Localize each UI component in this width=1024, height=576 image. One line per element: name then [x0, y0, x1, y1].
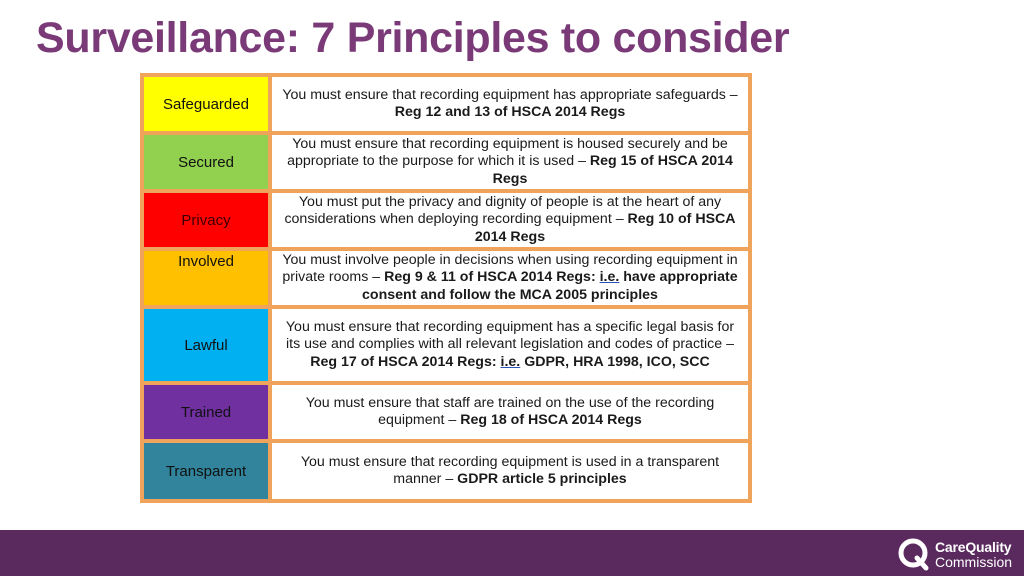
principle-description [272, 309, 748, 381]
description-regulation: Reg 12 and 13 of HSCA 2014 Regs [394, 104, 626, 120]
principle-label-text: Secured [178, 153, 234, 171]
description-regulation: Reg 17 of HSCA 2014 Regs: [310, 353, 501, 370]
principle-label-text: Transparent [165, 462, 247, 480]
cqc-q-logo-icon [897, 537, 931, 571]
cqc-logo-text [935, 540, 1012, 570]
principle-description [272, 135, 748, 189]
description-regulation: GDPR article 5 principles [457, 471, 627, 487]
principle-label [144, 443, 268, 499]
principle-description [272, 77, 748, 131]
principles-table [140, 73, 752, 503]
principle-label-text: Lawful [184, 336, 228, 354]
principle-row-transparent [144, 443, 748, 499]
principle-description [272, 251, 748, 305]
logo-line-2: Commission [935, 554, 1013, 570]
description-ie: i.e. [599, 269, 620, 286]
principle-row-safeguarded [144, 77, 748, 131]
principle-row-lawful [144, 309, 748, 381]
description-regulation: Reg 15 of HSCA 2014 Regs [492, 153, 733, 187]
description-text: You must ensure that recording equipment has appropriate safeguards – [282, 86, 738, 103]
logo-line-1: CareQuality [935, 539, 1012, 555]
principle-label [144, 135, 268, 189]
principle-label [144, 193, 268, 247]
description-regulation: Reg 10 of HSCA 2014 Regs [474, 211, 736, 245]
slide-title: Surveillance: 7 Principles to consider [36, 14, 790, 62]
description-ie: i.e. [500, 353, 521, 370]
principle-row-secured [144, 135, 748, 189]
principle-description [272, 385, 748, 439]
description-text: You must ensure that recording equipment is used in a transparent manner – [300, 453, 720, 487]
principle-label-text: Privacy [181, 211, 231, 229]
description-regulation: Reg 18 of HSCA 2014 Regs [460, 412, 642, 428]
principle-label-text: Safeguarded [163, 95, 249, 113]
principle-label-text: Trained [180, 403, 232, 421]
description-regulation: Reg 9 & 11 of HSCA 2014 Regs: [384, 269, 600, 286]
description-text: You must involve people in decisions when using recording equipment in private rooms – [282, 251, 738, 286]
description-text: You must ensure that recording equipment has a specific legal basis for its use and complies with all relevant legislation and codes of practice – [285, 318, 735, 353]
principle-label [144, 309, 268, 381]
principle-description [272, 193, 748, 247]
principle-label-text: Involved [178, 253, 234, 270]
description-text: You must put the privacy and dignity of people is at the heart of any considerations when deploying recording equipment – [284, 193, 722, 228]
principle-label [144, 385, 268, 439]
description-regulation-detail: have appropriate consent and follow the MCA 2005 principles [362, 269, 738, 303]
description-text: You must ensure that recording equipment is housed securely and be appropriate to the purpose for which it is used – [287, 135, 728, 170]
principle-row-trained [144, 385, 748, 439]
principle-label [144, 77, 268, 131]
footer-bar [0, 530, 1024, 576]
description-regulation-detail: GDPR, HRA 1998, ICO, SCC [520, 353, 710, 370]
principle-description [272, 443, 748, 499]
principle-row-privacy [144, 193, 748, 247]
principle-row-involved [144, 251, 748, 305]
principle-label [144, 251, 268, 305]
description-text: You must ensure that staff are trained on the use of the recording equipment – [305, 394, 715, 428]
